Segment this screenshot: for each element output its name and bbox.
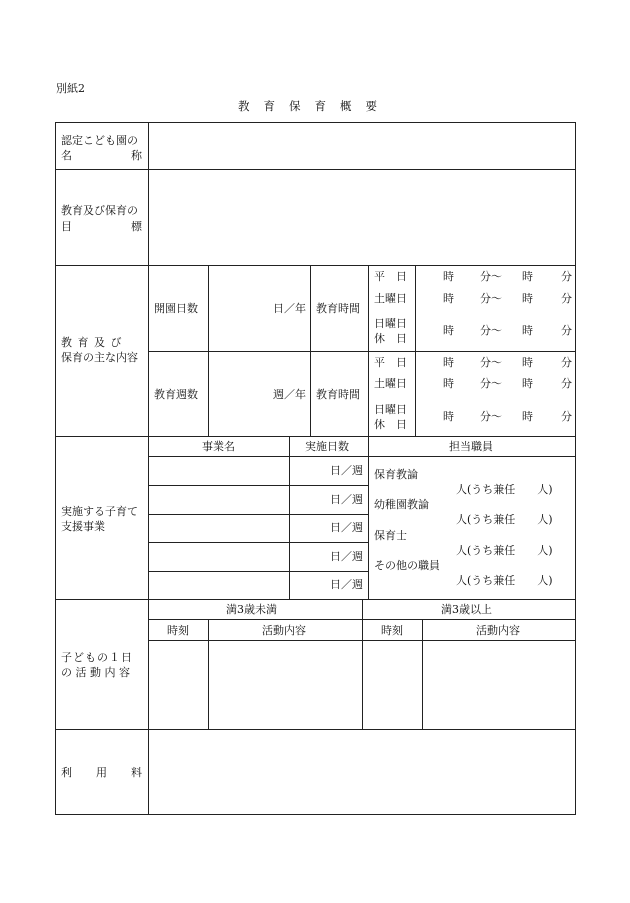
page-title: 教育保育概要 xyxy=(238,99,391,113)
day-label: の 活 動 内 容 xyxy=(61,666,130,679)
row-divider xyxy=(55,436,576,437)
minute-unit: 分 xyxy=(561,377,572,390)
col-project-name: 事業名 xyxy=(202,440,235,453)
weeks-label: 教育週数 xyxy=(154,388,198,401)
days-per-week: 日／週 xyxy=(330,521,363,534)
fee-label: 料 xyxy=(131,766,142,779)
row-divider xyxy=(55,169,576,170)
attachment-label: 別紙2 xyxy=(56,82,85,95)
days-per-week: 日／週 xyxy=(330,578,363,591)
holiday-label: 休 日 xyxy=(374,418,407,431)
col-staff: 担当職員 xyxy=(449,440,493,453)
hour-unit: 時 xyxy=(522,377,533,390)
name-label: 名 xyxy=(61,149,72,162)
day-label: 子どもの１日 xyxy=(61,651,133,664)
weekday-label: 平 日 xyxy=(374,356,407,369)
cell-divider xyxy=(208,619,209,729)
row-divider xyxy=(148,485,368,486)
row-divider xyxy=(55,729,576,730)
cell-divider xyxy=(368,265,369,436)
edu-time-label: 教育時間 xyxy=(316,302,360,315)
activity-header: 活動内容 xyxy=(476,624,520,637)
fee-label: 利 xyxy=(61,766,72,779)
row-divider xyxy=(55,265,576,266)
time-header: 時刻 xyxy=(381,624,403,637)
hour-unit: 時 xyxy=(443,292,454,305)
cell-divider xyxy=(310,265,311,436)
sunday-label: 日曜日 xyxy=(374,403,407,416)
cell-divider xyxy=(422,619,423,729)
hour-unit: 時 xyxy=(522,410,533,423)
row-divider xyxy=(55,599,576,600)
staff-count: 人(うち兼任 人) xyxy=(456,574,553,587)
name-label: 認定こども園の xyxy=(61,134,138,147)
cell-divider xyxy=(208,265,209,436)
support-label: 支援事業 xyxy=(61,520,105,533)
hour-unit: 時 xyxy=(443,324,454,337)
hour-unit: 時 xyxy=(522,292,533,305)
minute-unit: 分 xyxy=(561,356,572,369)
saturday-label: 土曜日 xyxy=(374,292,407,305)
cell-divider xyxy=(368,436,369,599)
col-implement-days: 実施日数 xyxy=(305,440,349,453)
minute-unit: 分 xyxy=(561,292,572,305)
label-column-divider xyxy=(148,122,149,815)
staff-count: 人(うち兼任 人) xyxy=(456,544,553,557)
days-per-week: 日／週 xyxy=(330,464,363,477)
weeks-unit: 週／年 xyxy=(273,388,306,401)
minute-unit: 分〜 xyxy=(480,270,502,283)
hour-unit: 時 xyxy=(443,270,454,283)
name-label: 称 xyxy=(131,149,142,162)
holiday-label: 休 日 xyxy=(374,332,407,345)
days-per-week: 日／週 xyxy=(330,550,363,563)
content-label: 保育の主な内容 xyxy=(61,351,138,364)
hour-unit: 時 xyxy=(522,356,533,369)
under3-header: 満3歳未満 xyxy=(226,603,277,616)
cell-divider xyxy=(362,599,363,729)
support-label: 実施する子育て xyxy=(61,505,138,518)
minute-unit: 分〜 xyxy=(480,324,502,337)
row-divider xyxy=(148,456,576,457)
minute-unit: 分 xyxy=(561,410,572,423)
staff-label: その他の職員 xyxy=(374,559,440,572)
days-open-label: 開園日数 xyxy=(154,302,198,315)
minute-unit: 分〜 xyxy=(480,356,502,369)
minute-unit: 分〜 xyxy=(480,292,502,305)
edu-time-label: 教育時間 xyxy=(316,388,360,401)
minute-unit: 分〜 xyxy=(480,410,502,423)
staff-label: 保育士 xyxy=(374,529,407,542)
hour-unit: 時 xyxy=(443,356,454,369)
staff-label: 幼稚園教論 xyxy=(374,498,429,511)
fee-label: 用 xyxy=(96,766,107,779)
cell-divider xyxy=(415,265,416,436)
cell-divider xyxy=(289,436,290,599)
minute-unit: 分 xyxy=(561,324,572,337)
row-divider xyxy=(148,571,368,572)
staff-count: 人(うち兼任 人) xyxy=(456,513,553,526)
hour-unit: 時 xyxy=(522,270,533,283)
sunday-label: 日曜日 xyxy=(374,317,407,330)
saturday-label: 土曜日 xyxy=(374,377,407,390)
hour-unit: 時 xyxy=(443,377,454,390)
over3-header: 満3歳以上 xyxy=(441,603,492,616)
row-divider xyxy=(148,351,576,352)
minute-unit: 分 xyxy=(561,270,572,283)
hour-unit: 時 xyxy=(522,324,533,337)
content-label: 教 育 及 び xyxy=(61,336,123,349)
days-per-week: 日／週 xyxy=(330,493,363,506)
hour-unit: 時 xyxy=(443,410,454,423)
goal-label: 教育及び保育の xyxy=(61,204,138,217)
activity-header: 活動内容 xyxy=(262,624,306,637)
weekday-label: 平 日 xyxy=(374,270,407,283)
minute-unit: 分〜 xyxy=(480,377,502,390)
row-divider xyxy=(148,514,368,515)
staff-count: 人(うち兼任 人) xyxy=(456,483,553,496)
days-open-unit: 日／年 xyxy=(273,302,306,315)
time-header: 時刻 xyxy=(167,624,189,637)
goal-label: 標 xyxy=(131,220,142,233)
row-divider xyxy=(148,542,368,543)
staff-label: 保育教論 xyxy=(374,468,418,481)
goal-label: 目 xyxy=(61,220,72,233)
